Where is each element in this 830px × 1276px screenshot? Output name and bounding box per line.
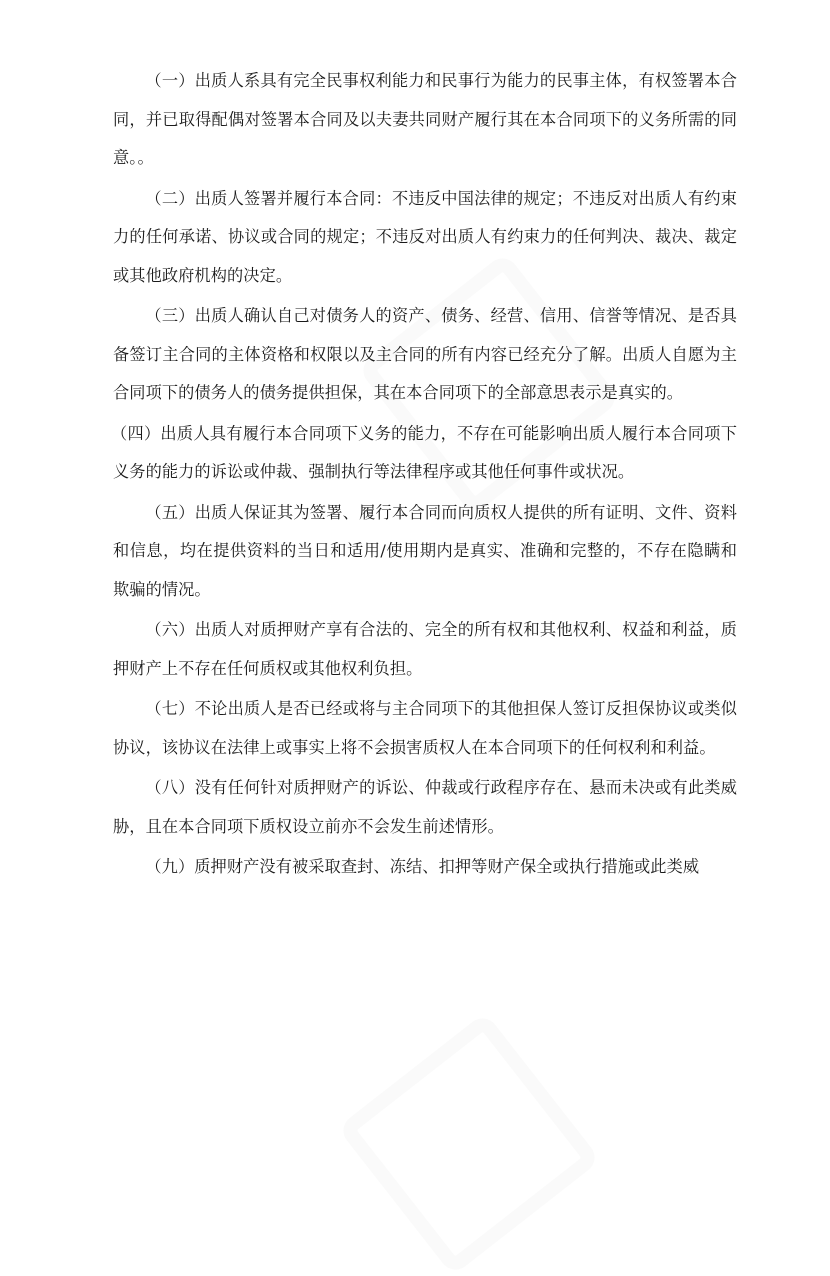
clause-8: （八）没有任何针对质押财产的诉讼、仲裁或行政程序存在、悬而未决或有此类威胁，且在本合同项下质权设立前亦不会发生前述情形。 [113,778,737,836]
clause-6: （六）出质人对质押财产享有合法的、完全的所有权和其他权利、权益和利益，质押财产上不存在任何质权或其他权利负担。 [113,620,737,678]
document-body [113,62,737,889]
clause-7: （七）不论出质人是否已经或将与主合同项下的其他担保人签订反担保协议或类似协议，该协议在法律上或事实上将不会损害质权人在本合同项下的任何权利和利益。 [113,699,737,757]
clause-9: （九）质押财产没有被采取查封、冻结、扣押等财产保全或执行措施或此类威 [145,857,700,876]
clause-1: （一）出质人系具有完全民事权利能力和民事行为能力的民事主体，有权签署本合同，并已取得配偶对签署本合同及以夫妻共同财产履行其在本合同项下的义务所需的同意。。 [113,71,737,167]
watermark-logo-shape [337,1012,601,1276]
clause-4: （四）出质人具有履行本合同项下义务的能力，不存在可能影响出质人履行本合同项下义务的能力的诉讼或仲裁、强制执行等法律程序或其他任何事件或状况。 [111,423,737,481]
clause-5: （五）出质人保证其为签署、履行本合同而向质权人提供的所有证明、文件、资料和信息，均在提供资料的当日和适用/使用期内是真实、准确和完整的，不存在隐瞒和欺骗的情况。 [113,502,737,599]
clause-3: （三）出质人确认自己对债务人的资产、债务、经营、信用、信誉等情况、是否具备签订主合同的主体资格和权限以及主合同的所有内容已经充分了解。出质人自愿为主合同项下的债务人的债务提供担保，其在本合同项下的全部意思表示是真实的。 [113,306,737,402]
clause-2: （二）出质人签署并履行本合同：不违反中国法律的规定；不违反对出质人有约束力的任何承诺、协议或合同的规定；不违反对出质人有约束力的任何判决、裁决、裁定或其他政府机构的决定。 [113,188,737,285]
